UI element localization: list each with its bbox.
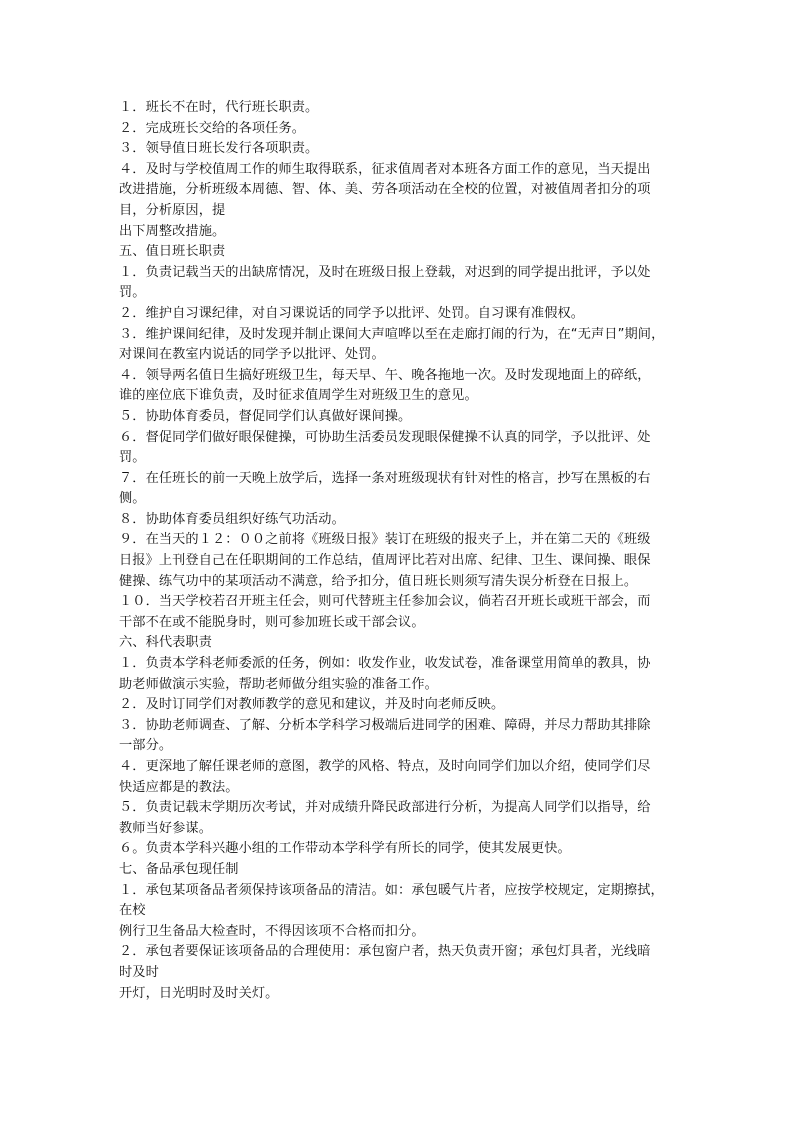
text-line: 目，分析原因，提 [119, 202, 226, 218]
text-line: ４．领导两名值日生搞好班级卫生，每天早、午、晚各拖地一次。及时发现地面上的碎纸， [119, 367, 651, 383]
text-line: ２．维护自习课纪律，对自习课说话的同学予以批评、处罚。自习课有准假权。 [119, 305, 585, 321]
text-line: 时及时 [119, 964, 159, 980]
text-line: 教师当好参谋。 [119, 820, 213, 836]
text-line: 罚。 [119, 450, 146, 466]
text-line: １．承包某项备品者须保持该项备品的清洁。如：承包暖气片者，应按学校规定，定期擦拭， [119, 882, 664, 898]
text-line: ６。负责本学科兴趣小组的工作带动本学科学有所长的同学，使其发展更快。 [119, 841, 571, 857]
text-line: ５．负责记载末学期历次考试，并对成绩升降民政部进行分析，为提高人同学们以指导，给 [119, 800, 651, 816]
text-line: ３．协助老师调查、了解、分析本学科学习极端后进同学的困难、障碍，并尽力帮助其排除 [119, 717, 651, 733]
text-line: 开灯，日光明时及时关灯。 [119, 985, 279, 1001]
text-line: 侧。 [119, 491, 146, 507]
text-line: ２．承包者要保证该项备品的合理使用：承包窗户者，热天负责开窗；承包灯具者，光线暗 [119, 944, 651, 960]
text-line: ４．更深地了解任课老师的意图，教学的风格、特点，及时向同学们加以介绍，使同学们尽 [119, 759, 651, 774]
text-line: 干部不在或不能脱身时，则可参加班长或干部会议。 [119, 614, 425, 630]
section-heading: 七、备品承包现任制 [119, 861, 239, 877]
text-line: ３．维护课间纪律，及时发现并制止课间大声喧哗以至在走廊打闹的行为，在“无声日”期间， [119, 326, 665, 342]
text-line: 助老师做演示实验，帮助老师做分组实验的准备工作。 [119, 676, 438, 692]
text-line: ７．在任班长的前一天晚上放学后，选择一条对班级现状有针对性的格言，抄写在黑板的右 [119, 470, 651, 486]
text-line: ２．完成班长交给的各项任务。 [119, 120, 306, 136]
text-line: 改进措施，分析班级本周德、智、体、美、劳各项活动在全校的位置，对被值周者扣分的项 [119, 182, 651, 198]
text-line: ５．协助体育委员，督促同学们认真做好课间操。 [119, 408, 412, 424]
text-line: ３．领导值日班长发行各项职责。 [119, 141, 319, 157]
text-line: 例行卫生备品大检查时，不得因该项不合格而扣分。 [119, 923, 425, 939]
text-line: ９．在当天的１２：００之前将《班级日报》装订在班级的报夹子上，并在第二天的《班级 [119, 532, 651, 548]
text-line: 出下周整改措施。 [119, 223, 226, 239]
text-line: １．负责记载当天的出缺席情况，及时在班级日报上登载，对迟到的同学提出批评，予以处 [119, 264, 651, 280]
text-line: １．负责本学科老师委派的任务，例如：收发作业，收发试卷，准备课堂用简单的教具，协 [119, 656, 651, 672]
text-line: １０．当天学校若召开班主任会，则可代替班主任参加会议，倘若召开班长或班干部会，而 [119, 594, 651, 610]
section-heading: 五、值日班长职责 [119, 244, 226, 260]
text-line: 罚。 [119, 285, 146, 301]
text-line: 一部分。 [119, 738, 173, 754]
text-line: 谁的座位底下谁负责，及时征求值周学生对班级卫生的意见。 [119, 388, 478, 404]
text-line: 在校 [119, 903, 146, 919]
text-line: ８．协助体育委员组织好练气功活动。 [119, 511, 345, 527]
text-line: ２．及时订同学们对教师教学的意见和建议，并及时向老师反映。 [119, 697, 505, 713]
text-line: ６．督促同学们做好眼保健操，可协助生活委员发现眼保健操不认真的同学，予以批评、处 [119, 429, 651, 445]
text-line: ４．及时与学校值周工作的师生取得联系，征求值周者对本班各方面工作的意见，当天提出 [119, 161, 651, 177]
text-line: １．班长不在时，代行班长职责。 [119, 100, 319, 115]
section-heading: 六、科代表职责 [119, 635, 213, 651]
text-line: 对课间在教室内说话的同学予以批评、处罚。 [119, 347, 385, 363]
text-line: 快适应都是的教法。 [119, 779, 239, 795]
text-line: 健操、练气功中的某项活动不满意，给予扣分，值日班长则须写清失误分析登在日报上。 [119, 573, 638, 589]
document-text [119, 98, 685, 1004]
text-line: 日报》上刊登自己在任职期间的工作总结，值周评比若对出席、纪律、卫生、课间操、眼保 [119, 553, 651, 569]
